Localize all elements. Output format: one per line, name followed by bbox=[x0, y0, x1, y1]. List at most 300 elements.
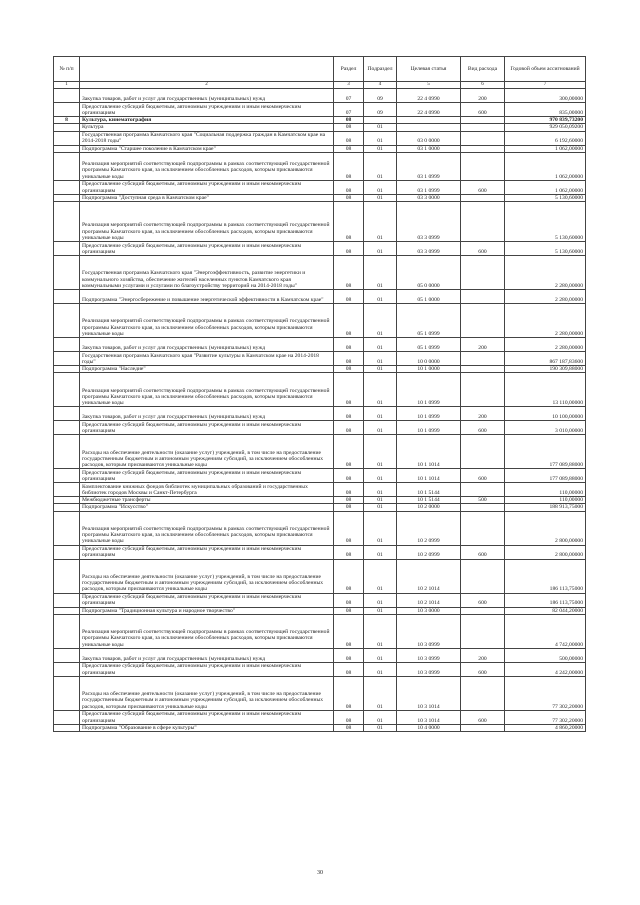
row-target-article: 10 2 1014 bbox=[397, 559, 461, 593]
row-number bbox=[54, 89, 80, 103]
table-row bbox=[54, 648, 586, 662]
row-podrazdel: 01 bbox=[364, 131, 397, 145]
row-razdel: 08 bbox=[334, 131, 364, 145]
row-amount: 2 280,00000 bbox=[505, 290, 586, 304]
row-number bbox=[54, 338, 80, 352]
row-name: Предоставление субсидий бюджетным, автономным учреждениям и иным некоммерческим организациям bbox=[80, 710, 334, 724]
row-amount: 4 860,20000 bbox=[505, 724, 586, 731]
table-row bbox=[54, 152, 586, 180]
row-name: Государственная программа Камчатского края "Социальная поддержка граждан в Камчатском крае на 2014-2018 годы" bbox=[80, 131, 334, 145]
row-expense-type bbox=[461, 256, 505, 290]
page-number: 30 bbox=[317, 870, 323, 876]
row-podrazdel: 01 bbox=[364, 676, 397, 710]
row-razdel: 08 bbox=[334, 511, 364, 545]
row-razdel: 08 bbox=[334, 724, 364, 731]
row-expense-type bbox=[461, 504, 505, 511]
row-expense-type bbox=[461, 483, 505, 497]
row-podrazdel: 01 bbox=[364, 648, 397, 662]
row-target-article: 10 3 0999 bbox=[397, 648, 461, 662]
row-podrazdel: 01 bbox=[364, 607, 397, 614]
row-amount: 186 113,75000 bbox=[505, 559, 586, 593]
row-razdel: 08 bbox=[334, 180, 364, 194]
row-razdel: 08 bbox=[334, 435, 364, 469]
row-expense-type: 600 bbox=[461, 242, 505, 256]
row-expense-type bbox=[461, 366, 505, 373]
row-expense-type bbox=[461, 290, 505, 304]
row-razdel: 08 bbox=[334, 497, 364, 504]
col-header-razdel: Раздел bbox=[334, 57, 364, 82]
row-number bbox=[54, 290, 80, 304]
table-body bbox=[54, 89, 586, 732]
row-amount: 300,00000 bbox=[505, 89, 586, 103]
row-name: Подпрограмма "Наследие" bbox=[80, 366, 334, 373]
row-podrazdel: 01 bbox=[364, 483, 397, 497]
row-target-article: 05 1 0999 bbox=[397, 304, 461, 338]
row-razdel: 08 bbox=[334, 559, 364, 593]
row-target-article: 05 0 0000 bbox=[397, 256, 461, 290]
row-amount: 82 044,20000 bbox=[505, 607, 586, 614]
row-expense-type: 600 bbox=[461, 421, 505, 435]
row-podrazdel: 01 bbox=[364, 724, 397, 731]
row-expense-type bbox=[461, 724, 505, 731]
row-number bbox=[54, 614, 80, 648]
table-row bbox=[54, 559, 586, 593]
row-name: Реализация мероприятий соответствующей подпрограммы в рамках соответствующей государственной программы Камчатского края, за исключением обособленных расходов, которым присваиваются уникальные коды bbox=[80, 373, 334, 407]
table-row bbox=[54, 662, 586, 676]
row-number bbox=[54, 607, 80, 614]
row-name: Предоставление субсидий бюджетным, автономным учреждениям и иным некоммерческим организациям bbox=[80, 421, 334, 435]
row-number bbox=[54, 545, 80, 559]
row-amount: 110,00000 bbox=[505, 497, 586, 504]
table-row bbox=[54, 676, 586, 710]
table-row bbox=[54, 89, 586, 103]
row-expense-type bbox=[461, 676, 505, 710]
row-razdel: 08 bbox=[334, 710, 364, 724]
table-row bbox=[54, 202, 586, 242]
row-amount: 10 100,00000 bbox=[505, 407, 586, 421]
row-expense-type bbox=[461, 435, 505, 469]
row-target-article: 10 1 0999 bbox=[397, 421, 461, 435]
row-amount: 5 130,60000 bbox=[505, 202, 586, 242]
row-podrazdel bbox=[364, 117, 397, 124]
row-name: Реализация мероприятий соответствующей подпрограммы в рамках соответствующей государственной программы Камчатского края, за исключением обособленных расходов, которым присваиваются уникальные коды bbox=[80, 304, 334, 338]
row-amount: 77 302,20000 bbox=[505, 676, 586, 710]
row-razdel: 08 bbox=[334, 366, 364, 373]
row-amount: 186 113,75000 bbox=[505, 593, 586, 607]
row-name: Предоставление субсидий бюджетным, автономным учреждениям и иным некоммерческим организациям bbox=[80, 593, 334, 607]
table-row bbox=[54, 180, 586, 194]
row-amount: 4 242,00000 bbox=[505, 662, 586, 676]
row-amount: 2 280,00000 bbox=[505, 304, 586, 338]
row-expense-type: 600 bbox=[461, 545, 505, 559]
row-amount: 835,00000 bbox=[505, 103, 586, 117]
table-row bbox=[54, 710, 586, 724]
row-number bbox=[54, 407, 80, 421]
row-name: Реализация мероприятий соответствующей подпрограммы в рамках соответствующей государственной программы Камчатского края, за исключением обособленных расходов, которым присваиваются уникальные коды bbox=[80, 511, 334, 545]
row-amount: 5 130,60000 bbox=[505, 194, 586, 201]
row-name: Подпрограмма "Доступная среда в Камчатском крае" bbox=[80, 194, 334, 201]
table-row bbox=[54, 242, 586, 256]
row-target-article: 22 4 0990 bbox=[397, 89, 461, 103]
row-razdel: 08 bbox=[334, 145, 364, 152]
row-number bbox=[54, 352, 80, 366]
row-number: 8 bbox=[54, 117, 80, 124]
row-number bbox=[54, 124, 80, 131]
row-podrazdel: 01 bbox=[364, 373, 397, 407]
row-number bbox=[54, 202, 80, 242]
row-podrazdel: 01 bbox=[364, 242, 397, 256]
column-number-row bbox=[54, 82, 586, 89]
row-number bbox=[54, 648, 80, 662]
row-number bbox=[54, 559, 80, 593]
table-row bbox=[54, 290, 586, 304]
row-number bbox=[54, 469, 80, 483]
row-target-article: 10 1 1014 bbox=[397, 469, 461, 483]
row-expense-type bbox=[461, 124, 505, 131]
row-name: Государственная программа Камчатского края "Энергоэффективность, развитие энергетики и коммунального хозяйства, обеспечение жителей населенных пунктов Камчатского края коммунальными услугами и услугами по благоустройству территорий на 2014-2018 годы" bbox=[80, 256, 334, 290]
col-header-name bbox=[80, 57, 334, 82]
row-expense-type bbox=[461, 511, 505, 545]
row-number bbox=[54, 180, 80, 194]
row-razdel: 08 bbox=[334, 607, 364, 614]
row-name: Закупка товаров, работ и услуг для государственных (муниципальных) нужд bbox=[80, 407, 334, 421]
row-amount: 1 062,00000 bbox=[505, 152, 586, 180]
row-amount: 2 800,00000 bbox=[505, 545, 586, 559]
row-amount: 867 187,83600 bbox=[505, 352, 586, 366]
table-row bbox=[54, 131, 586, 145]
row-razdel: 08 bbox=[334, 373, 364, 407]
row-amount: 929 050,09200 bbox=[505, 124, 586, 131]
row-amount: 500,00000 bbox=[505, 648, 586, 662]
column-number: 5 bbox=[397, 82, 461, 89]
budget-table bbox=[53, 56, 586, 732]
row-podrazdel: 01 bbox=[364, 366, 397, 373]
row-razdel: 08 bbox=[334, 124, 364, 131]
row-expense-type bbox=[461, 607, 505, 614]
row-podrazdel: 01 bbox=[364, 421, 397, 435]
row-target-article: 10 2 0999 bbox=[397, 545, 461, 559]
row-number bbox=[54, 242, 80, 256]
row-expense-type: 200 bbox=[461, 89, 505, 103]
row-amount: 3 010,00000 bbox=[505, 421, 586, 435]
row-podrazdel: 01 bbox=[364, 152, 397, 180]
row-target-article: 10 1 0999 bbox=[397, 407, 461, 421]
row-razdel: 08 bbox=[334, 117, 364, 124]
column-number: 3 bbox=[334, 82, 364, 89]
row-name: Реализация мероприятий соответствующей подпрограммы в рамках соответствующей государственной программы Камчатского края, за исключением обособленных расходов, которым присваиваются уникальные коды bbox=[80, 202, 334, 242]
row-target-article: 10 3 0000 bbox=[397, 607, 461, 614]
column-number: 4 bbox=[364, 82, 397, 89]
table-row bbox=[54, 469, 586, 483]
row-target-article: 10 2 0999 bbox=[397, 511, 461, 545]
row-razdel: 07 bbox=[334, 89, 364, 103]
row-name: Подпрограмма "Традиционная культура и народное творчество" bbox=[80, 607, 334, 614]
row-expense-type: 200 bbox=[461, 648, 505, 662]
row-podrazdel: 01 bbox=[364, 304, 397, 338]
row-name: Межбюджетные трансферты bbox=[80, 497, 334, 504]
table-row bbox=[54, 352, 586, 366]
table-row bbox=[54, 724, 586, 731]
row-target-article: 10 1 0999 bbox=[397, 373, 461, 407]
column-number: 1 bbox=[54, 82, 80, 89]
row-name: Комплектование книжных фондов библиотек муниципальных образований и государственных библиотек городов Москвы и Санкт-Петербурга bbox=[80, 483, 334, 497]
row-target-article: 10 3 1014 bbox=[397, 710, 461, 724]
row-razdel: 08 bbox=[334, 504, 364, 511]
column-number: 6 bbox=[461, 82, 505, 89]
row-number bbox=[54, 103, 80, 117]
row-podrazdel: 01 bbox=[364, 545, 397, 559]
table-row bbox=[54, 373, 586, 407]
table-row bbox=[54, 407, 586, 421]
row-amount: 110,00000 bbox=[505, 483, 586, 497]
table-row bbox=[54, 435, 586, 469]
row-expense-type bbox=[461, 373, 505, 407]
row-podrazdel: 01 bbox=[364, 593, 397, 607]
row-number bbox=[54, 373, 80, 407]
row-amount: 188 913,75000 bbox=[505, 504, 586, 511]
row-target-article: 10 3 1014 bbox=[397, 676, 461, 710]
row-amount: 177 089,88000 bbox=[505, 435, 586, 469]
budget-page bbox=[53, 56, 585, 732]
row-podrazdel: 01 bbox=[364, 124, 397, 131]
row-name: Подпрограмма "Энергосбережение и повышение энергетической эффективности в Камчатском крае" bbox=[80, 290, 334, 304]
row-target-article: 03 1 0999 bbox=[397, 180, 461, 194]
row-razdel: 08 bbox=[334, 290, 364, 304]
row-podrazdel: 01 bbox=[364, 194, 397, 201]
col-header-podrazdel: Подраздел bbox=[364, 57, 397, 82]
table-row bbox=[54, 256, 586, 290]
row-number bbox=[54, 256, 80, 290]
row-name: Подпрограмма "Искусство" bbox=[80, 504, 334, 511]
row-name: Закупка товаров, работ и услуг для государственных (муниципальных) нужд bbox=[80, 338, 334, 352]
row-expense-type bbox=[461, 145, 505, 152]
row-number bbox=[54, 194, 80, 201]
table-row bbox=[54, 194, 586, 201]
row-razdel: 08 bbox=[334, 407, 364, 421]
row-target-article: 03 3 0999 bbox=[397, 242, 461, 256]
row-expense-type bbox=[461, 152, 505, 180]
col-header-number: № п/п bbox=[54, 57, 80, 82]
row-target-article: 10 3 0999 bbox=[397, 614, 461, 648]
row-podrazdel: 01 bbox=[364, 202, 397, 242]
row-amount: 13 110,00000 bbox=[505, 373, 586, 407]
row-amount: 5 130,60000 bbox=[505, 242, 586, 256]
table-row bbox=[54, 545, 586, 559]
row-expense-type bbox=[461, 559, 505, 593]
row-name: Расходы на обеспечение деятельности (оказание услуг) учреждений, в том числе на предоставление государственным бюджетным и автономным учреждениям субсидий, за исключением обособленных расходов, которым присваиваются уникальные коды bbox=[80, 676, 334, 710]
row-target-article bbox=[397, 117, 461, 124]
table-row bbox=[54, 511, 586, 545]
row-razdel: 08 bbox=[334, 593, 364, 607]
row-number bbox=[54, 435, 80, 469]
row-target-article: 10 4 0000 bbox=[397, 724, 461, 731]
table-row bbox=[54, 497, 586, 504]
row-razdel: 08 bbox=[334, 352, 364, 366]
row-podrazdel: 01 bbox=[364, 614, 397, 648]
row-podrazdel: 01 bbox=[364, 145, 397, 152]
col-header-annual-amount: Годовой объем ассигнований bbox=[505, 57, 586, 82]
row-razdel: 08 bbox=[334, 242, 364, 256]
table-row bbox=[54, 593, 586, 607]
row-podrazdel: 01 bbox=[364, 710, 397, 724]
row-razdel: 08 bbox=[334, 304, 364, 338]
row-name: Реализация мероприятий соответствующей подпрограммы в рамках соответствующей государственной программы Камчатского края, за исключением обособленных расходов, которым присваиваются уникальные коды bbox=[80, 152, 334, 180]
row-expense-type: 500 bbox=[461, 497, 505, 504]
row-name: Подпрограмма "Образование в сфере культуры" bbox=[80, 724, 334, 731]
row-target-article: 10 1 5144 bbox=[397, 497, 461, 504]
row-name: Культура, кинематография bbox=[80, 117, 334, 124]
row-amount: 2 280,00000 bbox=[505, 256, 586, 290]
row-razdel: 08 bbox=[334, 662, 364, 676]
row-amount: 2 280,00000 bbox=[505, 338, 586, 352]
row-razdel: 08 bbox=[334, 194, 364, 201]
table-row bbox=[54, 145, 586, 152]
row-expense-type: 600 bbox=[461, 593, 505, 607]
row-number bbox=[54, 131, 80, 145]
table-row bbox=[54, 614, 586, 648]
row-number bbox=[54, 724, 80, 731]
row-razdel: 08 bbox=[334, 614, 364, 648]
row-podrazdel: 01 bbox=[364, 435, 397, 469]
row-expense-type bbox=[461, 352, 505, 366]
row-name: Предоставление субсидий бюджетным, автономным учреждениям и иным некоммерческим организациям bbox=[80, 545, 334, 559]
table-header-row bbox=[54, 57, 586, 82]
row-podrazdel: 01 bbox=[364, 469, 397, 483]
row-name: Закупка товаров, работ и услуг для государственных (муниципальных) нужд bbox=[80, 89, 334, 103]
table-row bbox=[54, 117, 586, 124]
row-name: Предоставление субсидий бюджетным, автономным учреждениям и иным некоммерческим организациям bbox=[80, 180, 334, 194]
col-header-expense-type: Вид расхода bbox=[461, 57, 505, 82]
row-number bbox=[54, 152, 80, 180]
row-razdel: 08 bbox=[334, 676, 364, 710]
row-name: Предоставление субсидий бюджетным, автономным учреждениям и иным некоммерческим организациям bbox=[80, 242, 334, 256]
row-target-article: 05 1 0000 bbox=[397, 290, 461, 304]
row-amount: 6 192,60000 bbox=[505, 131, 586, 145]
row-expense-type: 600 bbox=[461, 662, 505, 676]
row-target-article: 03 0 0000 bbox=[397, 131, 461, 145]
row-expense-type: 600 bbox=[461, 710, 505, 724]
row-number bbox=[54, 483, 80, 497]
row-target-article: 03 1 0000 bbox=[397, 145, 461, 152]
row-target-article bbox=[397, 124, 461, 131]
row-name: Закупка товаров, работ и услуг для государственных (муниципальных) нужд bbox=[80, 648, 334, 662]
row-expense-type: 600 bbox=[461, 469, 505, 483]
row-target-article: 03 1 0999 bbox=[397, 152, 461, 180]
row-amount: 77 302,20000 bbox=[505, 710, 586, 724]
row-expense-type: 600 bbox=[461, 103, 505, 117]
row-amount: 970 839,73200 bbox=[505, 117, 586, 124]
row-razdel: 08 bbox=[334, 648, 364, 662]
row-podrazdel: 01 bbox=[364, 180, 397, 194]
row-amount: 1 062,00000 bbox=[505, 145, 586, 152]
row-number bbox=[54, 710, 80, 724]
row-target-article: 10 1 1014 bbox=[397, 435, 461, 469]
table-row bbox=[54, 338, 586, 352]
table-row bbox=[54, 504, 586, 511]
row-name: Расходы на обеспечение деятельности (оказание услуг) учреждений, в том числе на предоставление государственным бюджетным и автономным учреждениям субсидий, за исключением обособленных расходов, которым присваиваются уникальные коды bbox=[80, 559, 334, 593]
row-expense-type bbox=[461, 194, 505, 201]
row-number bbox=[54, 593, 80, 607]
row-expense-type: 200 bbox=[461, 407, 505, 421]
table-row bbox=[54, 607, 586, 614]
row-podrazdel: 01 bbox=[364, 497, 397, 504]
row-target-article: 10 3 0999 bbox=[397, 662, 461, 676]
row-target-article: 10 2 0000 bbox=[397, 504, 461, 511]
row-razdel: 08 bbox=[334, 338, 364, 352]
row-target-article: 10 1 5144 bbox=[397, 483, 461, 497]
row-razdel: 08 bbox=[334, 421, 364, 435]
row-name: Предоставление субсидий бюджетным, автономным учреждениям и иным некоммерческим организациям bbox=[80, 103, 334, 117]
row-podrazdel: 01 bbox=[364, 338, 397, 352]
row-name: Реализация мероприятий соответствующей подпрограммы в рамках соответствующей государственной программы Камчатского края, за исключением обособленных расходов, которым присваиваются уникальные коды bbox=[80, 614, 334, 648]
row-expense-type bbox=[461, 131, 505, 145]
row-number bbox=[54, 497, 80, 504]
row-name: Государственная программа Камчатского края "Развитие культуры в Камчатском крае на 2014-2018 годы" bbox=[80, 352, 334, 366]
row-podrazdel: 09 bbox=[364, 103, 397, 117]
row-number bbox=[54, 676, 80, 710]
table-row bbox=[54, 483, 586, 497]
row-podrazdel: 01 bbox=[364, 504, 397, 511]
row-number bbox=[54, 145, 80, 152]
row-amount: 2 800,00000 bbox=[505, 511, 586, 545]
row-razdel: 08 bbox=[334, 152, 364, 180]
table-row bbox=[54, 103, 586, 117]
row-name: Предоставление субсидий бюджетным, автономным учреждениям и иным некоммерческим организациям bbox=[80, 662, 334, 676]
row-number bbox=[54, 662, 80, 676]
table-row bbox=[54, 124, 586, 131]
row-target-article: 10 2 1014 bbox=[397, 593, 461, 607]
table-row bbox=[54, 421, 586, 435]
row-amount: 177 089,88000 bbox=[505, 469, 586, 483]
row-razdel: 08 bbox=[334, 202, 364, 242]
row-razdel: 07 bbox=[334, 103, 364, 117]
row-number bbox=[54, 304, 80, 338]
row-expense-type bbox=[461, 614, 505, 648]
row-target-article: 05 1 0999 bbox=[397, 338, 461, 352]
row-amount: 1 062,00000 bbox=[505, 180, 586, 194]
row-target-article: 03 3 0000 bbox=[397, 194, 461, 201]
row-expense-type: 600 bbox=[461, 180, 505, 194]
row-expense-type bbox=[461, 304, 505, 338]
row-name: Предоставление субсидий бюджетным, автономным учреждениям и иным некоммерческим организациям bbox=[80, 469, 334, 483]
row-expense-type bbox=[461, 202, 505, 242]
row-target-article: 10 1 0000 bbox=[397, 366, 461, 373]
row-podrazdel: 01 bbox=[364, 511, 397, 545]
col-header-target-article: Целевая статья bbox=[397, 57, 461, 82]
row-target-article: 03 3 0999 bbox=[397, 202, 461, 242]
row-target-article: 10 0 0000 bbox=[397, 352, 461, 366]
row-name: Подпрограмма "Старшее поколение в Камчатском крае" bbox=[80, 145, 334, 152]
row-razdel: 08 bbox=[334, 256, 364, 290]
row-podrazdel: 01 bbox=[364, 256, 397, 290]
row-podrazdel: 01 bbox=[364, 352, 397, 366]
row-podrazdel: 01 bbox=[364, 290, 397, 304]
row-name: Расходы на обеспечение деятельности (оказание услуг) учреждений, в том числе на предоставление государственным бюджетным и автономным учреждениям субсидий, за исключением обособленных расходов, которым присваиваются уникальные коды bbox=[80, 435, 334, 469]
table-row bbox=[54, 366, 586, 373]
row-target-article: 22 4 0990 bbox=[397, 103, 461, 117]
table-row bbox=[54, 304, 586, 338]
row-name: Культура bbox=[80, 124, 334, 131]
row-amount: 4 742,00000 bbox=[505, 614, 586, 648]
row-razdel: 08 bbox=[334, 469, 364, 483]
row-podrazdel: 09 bbox=[364, 89, 397, 103]
row-amount: 190 309,88000 bbox=[505, 366, 586, 373]
column-number: 7 bbox=[505, 82, 586, 89]
column-number: 2 bbox=[80, 82, 334, 89]
row-expense-type: 200 bbox=[461, 338, 505, 352]
row-podrazdel: 01 bbox=[364, 559, 397, 593]
row-razdel: 08 bbox=[334, 483, 364, 497]
